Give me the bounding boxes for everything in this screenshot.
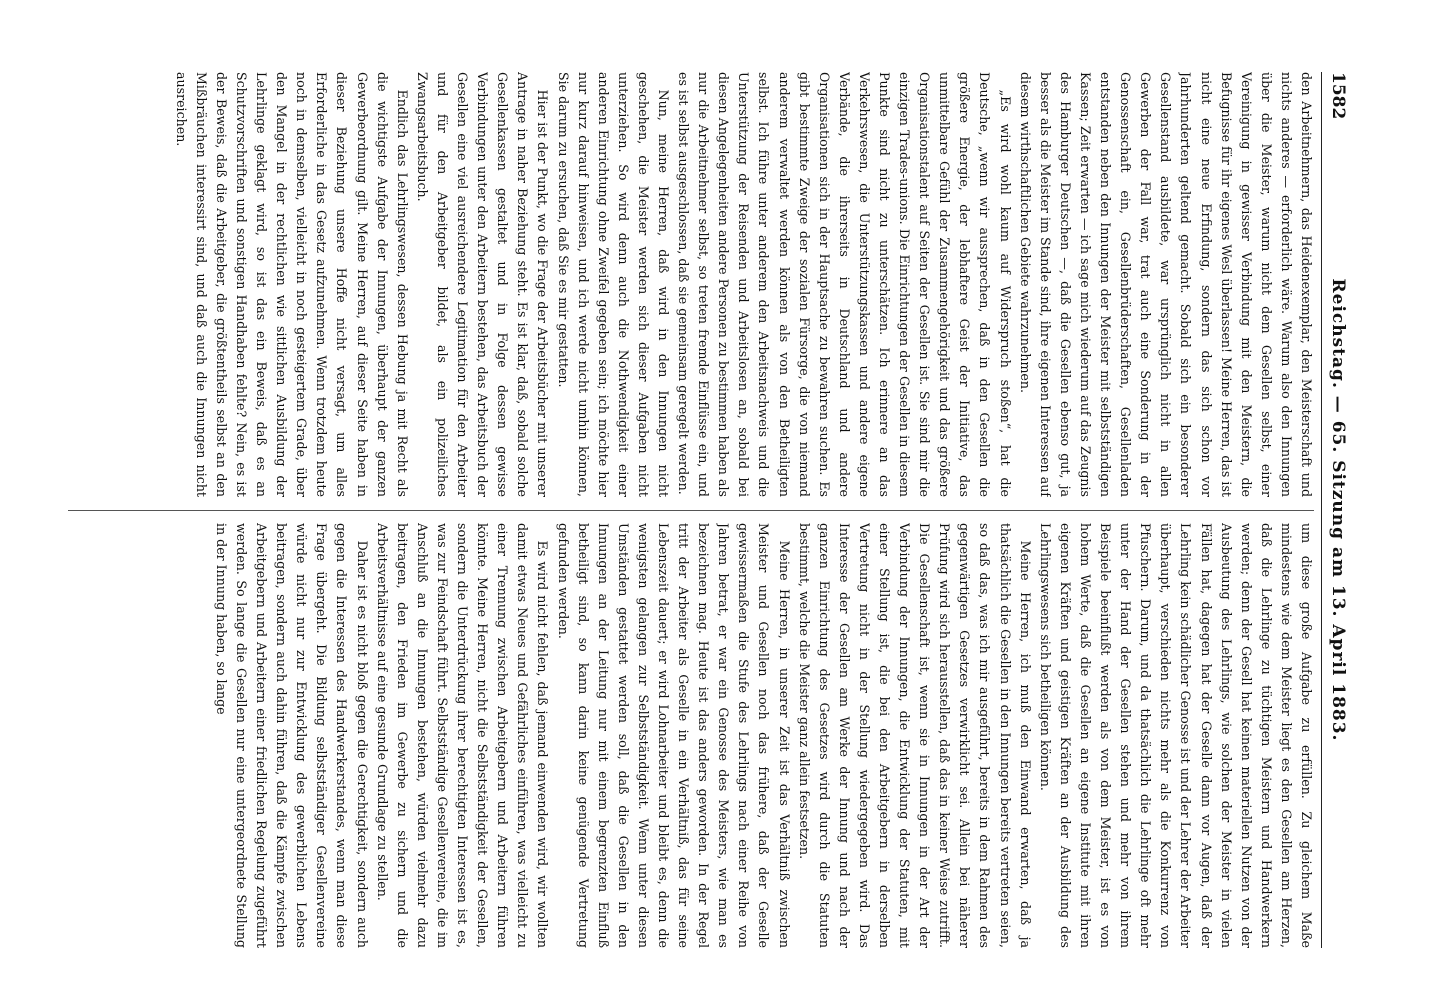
paragraph: Daher ist es nicht bloß gegen die Gerechtigkeit, sondern auch gegen die Interessen des Handwerkerstandes, wenn man diese Frage übergeht. Die Bildung selbstständiger Gesellenvereine würde nicht nur zur Entwicklung des gewerblichen Lebens beitragen, sondern auch dahin führen, daß die Kämpfe zwischen Arbeitgebern und Arbeitern einer friedlichen Regelung zugeführt werden. So lange die Gesellen nur eine untergeordnete Stellung in der Innung haben, so lange xyxy=(213,523,370,948)
page-number: 1582 xyxy=(1328,72,1348,120)
running-head: Reichstag. — 65. Sitzung am 13. April 1883. xyxy=(1328,278,1348,742)
paragraph: den Arbeitnehmern, das Heidenexemplar, den Meisterschaft und nichts anderes — erforderlich wäre. Warum also den Innungen über die Meister, warum nicht dem Gesellen selbst, einer Vereinigung in gewisser Verbindung mit den Meistern, die Befugnisse für ihr eigenes Wesl überlassen! Meine Herren, das ist nicht eine neue Erfindung, sondern das sich schon vor Jahrhunderten geltend gemacht. Sobald sich ein besonderer Gesellenstand ausbildete, war ursprünglich nicht in allen Gewerben der Fall war, trat auch eine Sonderung in der Genossenschaft ein, Gesellenbrüderschaften, Gesellenladen entstanden neben den Innungen der Meister mit selbstständigen Kassen; Zeit erwarten — ich sage mich wiederum auf das Zeugnis des Hamburger Deutschen —, daß die Gesellen ebenso gut, ja besser als die Meister im Stande sind, ihre eigenen Interessen auf diesem wirthschaftlichen Gebiete wahrzunehmen. xyxy=(1017,72,1314,497)
paragraph: um diese große Aufgabe zu erfüllen. Zu gleichem Maße mindestens wie dem Meister liegt es den Gesellen am Herzen, daß die Lehrlinge zu tüchtigen Meistern und Handwerkern werden; denn der Gesell hat keinen materiellen Nutzen von der Ausbeutung des Lehrlings, wie solchen der Meister in vielen Fällen hat, dagegen hat der Geselle dann vor Augen, daß der Lehrling kein schädlicher Genosse ist und der Lehrer der Arbeiter überhaupt, verschieden nichts mehr als die Konkurrenz von Pfuschern. Darum, und da thatsächlich die Lehrlinge oft mehr unter der Hand der Gesellen stehen und mehr von ihrem Beispiele beeinflußt werden als von dem Meister, ist es von hohem Werte, daß die Gesellen an eigene Institute mit ihren eigenen Kräften und geistigen Kräften an der Ausbildung des Lehrlingswesens sich betheiligen können. xyxy=(1037,523,1314,948)
text-column-left xyxy=(66,72,1316,497)
column-divider xyxy=(68,510,1314,511)
sponsor-strip xyxy=(0,0,24,1000)
paragraph: Hier ist der Punkt, wo die Frage der Arbeitsbücher mit unserer Antrage in naher Beziehung steht. Es ist klar, daß, sobald solche Gesellenkassen gestaltet und in Folge dessen gewisse Verbindungen unter den Arbeitern bestehen, das Arbeitsbuch der Gesellen eine viel ausreichendere Legitimation für den Arbeiter und für den Arbeitgeber bildet, als ein polizeiliches Zwangsarbeitsbuch. xyxy=(414,72,551,497)
paragraph: Endlich das Lehrlingswesen, dessen Hebung ja mit Recht als die wichtigste Aufgabe der Innungen, überhaupt der ganzen Gewerbeordnung gilt. Meine Herren, auf dieser Seite haben in dieser Beziehung unsere Hoffe nicht versagt, um alles Erforderliche in das Gesetz aufzunehmen. Wenn trotzdem heute noch in demselben, vielleicht in noch gesteigertem Grade, über den Mangel in der rechtlichen wie sittlichen Ausbildung der Lehrlinge geklagt wird, so ist das ein Beweis, daß es an Schutzvorschriften und sonstigen Handhaben fehlte? Nein, es ist der Beweis, daß die Arbeitgeber, die größtentheils selbst an den Mißbräuchen interessirt sind, und daß auch die Innungen nicht ausreichen. xyxy=(173,72,410,497)
text-column-right xyxy=(66,523,1316,948)
paragraph: Meine Herren, in unserer Zeit ist das Verhältniß zwischen Meister und Gesellen noch das frühere, daß der Geselle gewissermaßen die Stufe des Lehrlings nach einer Reihe von Jahren betrat, er war ein Genosse des Meisters, wie man es bezeichnen mag. Heute ist das anders geworden. In der Regel tritt der Arbeiter als Geselle in ein Verhältniß, das für seine Lebenszeit dauert; er wird Lohnarbeiter und bleibt es, denn die wenigsten gelangen zur Selbstständigkeit. Wenn unter diesen Umständen gestattet werden soll, daß die Gesellen in den Innungen an der Leitung nur mit einem begrenzten Einfluß betheiligt sind, so kann darin keine genügende Vertretung gefunden werden. xyxy=(555,523,792,948)
page-header xyxy=(1321,72,1352,948)
paragraph: Nun, meine Herren, daß wird in den Innungen nicht geschehen, die Meister werden sich dieser Aufgaben nicht unterziehen. So wird denn auch die Nothwendigkeit einer anderen Einrichtung ohne Zweifel gegeben sein; ich möchte hier nur kurz darauf hinweisen, und ich werde nicht umhin können, Sie darum zu ersuchen, daß Sie es mir gestatten. xyxy=(555,72,671,497)
paragraph: „Es wird wohl kaum auf Widerspruch stoßen“, hat die Deutsche, „wenn wir aussprechen, daß in den Gesellen die größere Energie, der lebhaftere Geist der Initiative, das unmittelbare Gefühl der Zusammengehörigkeit und das größere Organisationstalent auf Seiten der Gesellen ist. Sie sind mir die einzigen Trades-unions. Die Einrichtungen der Gesellen in diesem Punkte sind nicht zu unterschätzen. Ich erinnere an das Verkehrswesen, die Unterstützungskassen und andere eigene Verbände, die ihrerseits in Deutschland und andere Organisationen sich in der Hauptsache zu bewahren suchen. Es gibt bestimmte Zweige der sozialen Fürsorge, die von niemand anderem verwaltet werden können als von den Betheiligten selbst. Ich führe unter anderem den Arbeitsnachweis und die Unterstützung der Reisenden und Arbeitslosen an, sobald bei diesen Angelegenheiten andere Personen zu bestimmen haben als nur die Arbeitnehmer selbst, so treten fremde Einflüsse ein, und es ist selbst ausgeschlossen, daß sie gemeinsam geregelt werden. xyxy=(676,72,1013,497)
paragraph: Es wird nicht fehlen, daß jemand einwenden wird, wir wollten damit etwas Neues und Gefährliches einführen, was vielleicht zu einer Trennung zwischen Arbeitgebern und Arbeitern führen könnte. Meine Herren, nicht die Selbstständigkeit der Gesellen, sondern die Unterdrückung ihrer berechtigten Interessen ist es, was zur Feindschaft führt. Selbstständige Gesellenvereine, die im Anschluß an die Innungen bestehen, würden vielmehr dazu beitragen, den Frieden im Gewerbe zu sichern und die Arbeitsverhältnisse auf eine gesunde Grundlage zu stellen. xyxy=(374,523,551,948)
paragraph: Meine Herren, ich muß den Einwand erwarten, daß ja thatsächlich die Gesellen in den Innungen bereits vertreten seien, so daß das, was ich mir ausgeführt, bereits in dem Rahmen des gegenwärtigen Gesetzes verwirklicht sei. Allein bei näherer Prüfung wird sich herausstellen, daß das in keiner Weise zutrifft. Die Gesellenschaft ist, wenn sie in Innungen in der Art der Verbindung der Innungen, die Entwicklung der Statuten, mit einer Stellung ist, die bei den Arbeitgebern in derselben Vertretung nicht in der Stellung wiedergegeben wird. Das Interesse der Gesellen am Werke der Innung und nach der ganzen Einrichtung des Gesetzes wird durch die Statuten bestimmt, welche die Meister ganz allein festsetzen. xyxy=(796,523,1033,948)
